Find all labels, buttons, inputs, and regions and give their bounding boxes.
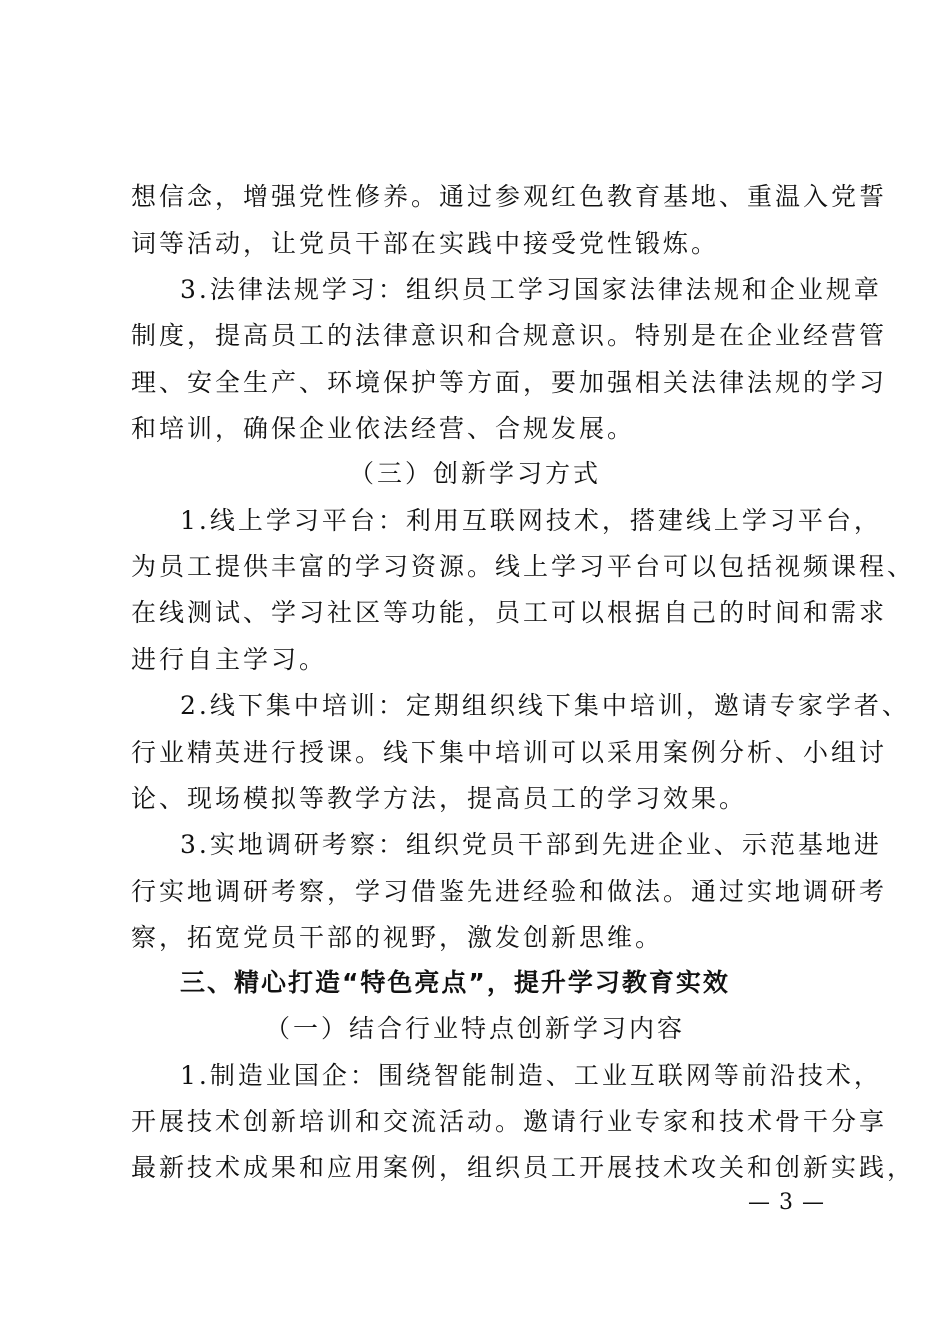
- paragraph-line: 1.线上学习平台：利用互联网技术，搭建线上学习平台，: [180, 506, 882, 535]
- section-subheading: （一）结合行业特点创新学习内容: [264, 1014, 685, 1043]
- page-number: — 3 —: [748, 1190, 825, 1215]
- paragraph-line: 进行自主学习。: [131, 645, 328, 674]
- paragraph-line: 最新技术成果和应用案例，组织员工开展技术攻关和创新实践，: [131, 1153, 916, 1182]
- paragraph-line: 1.制造业国企：围绕智能制造、工业互联网等前沿技术，: [180, 1061, 882, 1090]
- paragraph-line: 在线测试、学习社区等功能，员工可以根据自己的时间和需求: [131, 598, 888, 627]
- paragraph-line: 理、安全生产、环境保护等方面，要加强相关法律法规的学习: [131, 368, 888, 397]
- paragraph-line: 为员工提供丰富的学习资源。线上学习平台可以包括视频课程、: [131, 552, 916, 581]
- section-subheading: （三）创新学习方式: [348, 459, 601, 488]
- paragraph-line: 3.法律法规学习：组织员工学习国家法律法规和企业规章: [180, 275, 882, 304]
- paragraph-line: 2.线下集中培训：定期组织线下集中培训，邀请专家学者、: [180, 691, 910, 720]
- paragraph-line: 想信念，增强党性修养。通过参观红色教育基地、重温入党誓: [131, 182, 888, 211]
- paragraph-line: 行实地调研考察，学习借鉴先进经验和做法。通过实地调研考: [131, 877, 888, 906]
- paragraph-line: 词等活动，让党员干部在实践中接受党性锻炼。: [131, 229, 720, 258]
- section-heading: 三、精心打造“特色亮点”，提升学习教育实效: [180, 968, 730, 997]
- paragraph-line: 和培训，确保企业依法经营、合规发展。: [131, 414, 636, 443]
- paragraph-line: 察，拓宽党员干部的视野，激发创新思维。: [131, 923, 664, 952]
- paragraph-line: 开展技术创新培训和交流活动。邀请行业专家和技术骨干分享: [131, 1107, 888, 1136]
- paragraph-line: 3.实地调研考察：组织党员干部到先进企业、示范基地进: [180, 830, 882, 859]
- paragraph-line: 制度，提高员工的法律意识和合规意识。特别是在企业经营管: [131, 321, 888, 350]
- paragraph-line: 行业精英进行授课。线下集中培训可以采用案例分析、小组讨: [131, 738, 888, 767]
- paragraph-line: 论、现场模拟等教学方法，提高员工的学习效果。: [131, 784, 748, 813]
